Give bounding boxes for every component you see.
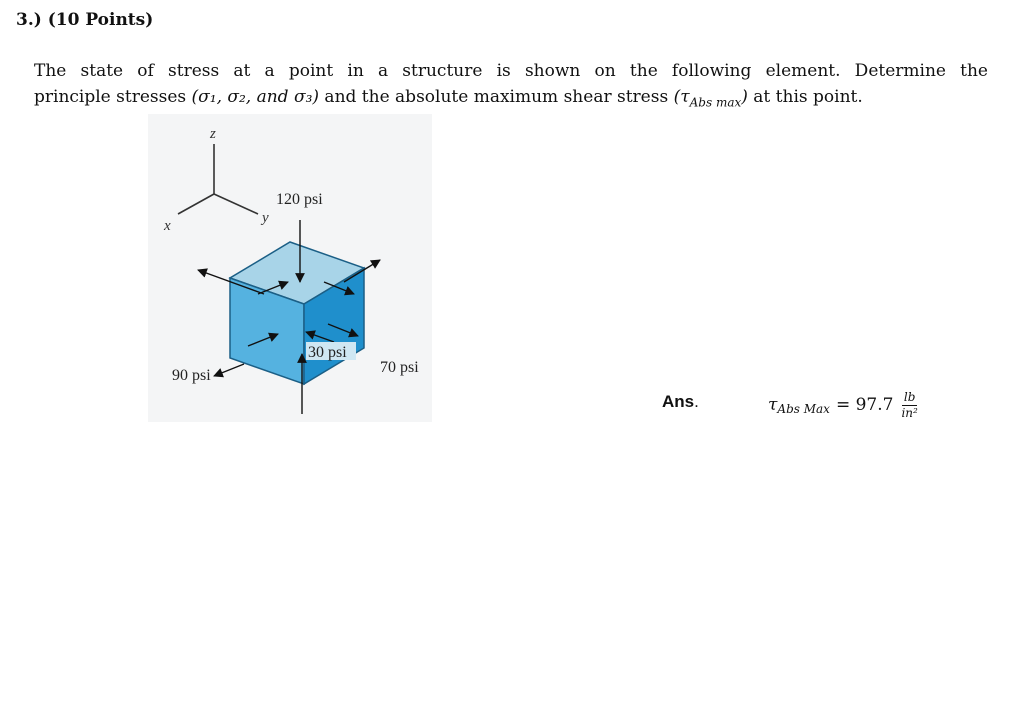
tau-symbol: $\tau_{Abs Max}$ (768, 394, 830, 416)
abs-max-shear-symbol: $(\tau_{Abs max})$ (673, 87, 748, 110)
stress-90-label: 90 psi (172, 367, 211, 384)
statement-text-a: principle stresses (34, 87, 192, 107)
problem-statement (34, 58, 988, 115)
answer-label: Ans. (662, 392, 699, 411)
unit-numerator: lb (903, 389, 916, 404)
stress-element-figure (148, 114, 432, 422)
statement-line-2 (34, 84, 988, 115)
principal-stress-symbols: (σ₁, σ₂, and σ₃) (191, 87, 320, 107)
stress-30-label: 30 psi (308, 344, 347, 361)
statement-text-c: at this point. (747, 87, 863, 107)
stress-70-label: 70 psi (380, 359, 419, 376)
x-face-arrow-out (214, 364, 244, 376)
answer-value: = 97.7 (835, 395, 894, 415)
statement-text-b: and the absolute maximum shear stress (319, 87, 674, 107)
answer-expression (768, 388, 918, 422)
x-axis-line (178, 194, 214, 214)
coordinate-axes (163, 126, 269, 234)
stress-cube (230, 242, 364, 384)
y-axis-line (214, 194, 258, 214)
stress-120-label: 120 psi (276, 191, 323, 208)
x-axis-label: x (164, 218, 171, 234)
stress-element-diagram (148, 114, 432, 422)
question-title: 3.) (10 Points) (16, 10, 154, 30)
y-axis-label: y (262, 210, 269, 226)
unit-denominator: in² (901, 405, 918, 420)
statement-line-1: The state of stress at a point in a structure is shown on the following element. Determine the (34, 61, 988, 81)
z-axis-label: z (210, 126, 216, 142)
answer-unit (901, 391, 917, 420)
